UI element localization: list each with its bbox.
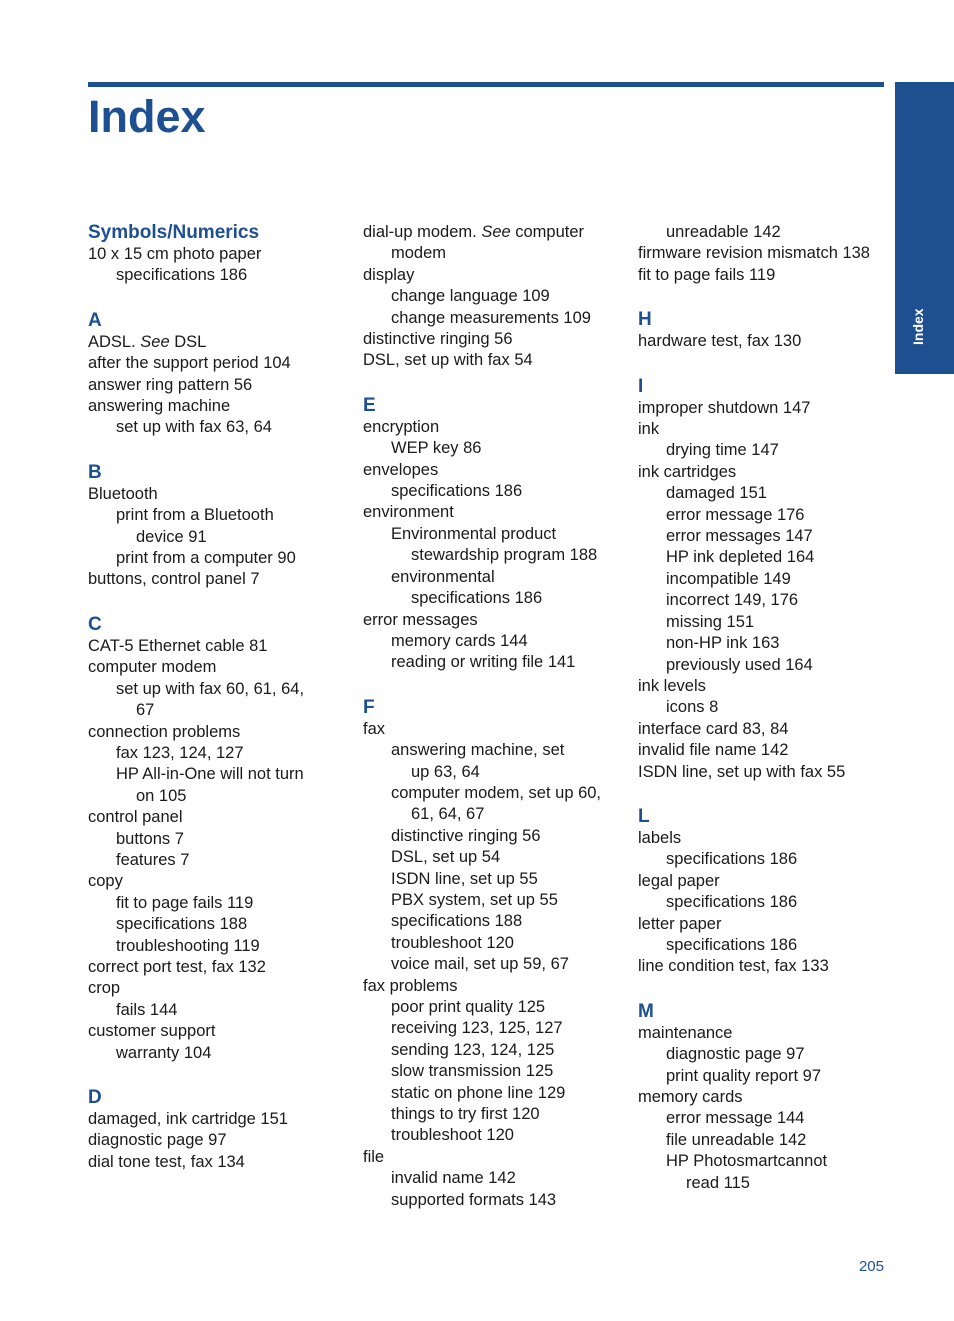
index-entry: 10 x 15 cm photo paper [88,245,262,263]
index-subentry: fails 144 [116,1000,178,1019]
index-entry [363,222,615,243]
index-subentry: warranty 104 [116,1043,212,1062]
index-entry: hardware test, fax 130 [638,332,802,351]
index-entry: correct port test, fax 132 [88,957,266,976]
header-rule [88,82,884,87]
index-entry-continuation: on 105 [136,786,187,805]
index-column-1 [88,222,338,1173]
index-letter-heading: B [88,461,102,483]
index-subentry: environmental [391,567,495,586]
index-subentry: file unreadable 142 [666,1130,807,1149]
index-entry: environment [363,503,454,522]
index-subentry: buttons 7 [116,829,184,848]
index-entry: labels [638,828,682,847]
index-subentry: static on phone line 129 [391,1083,566,1102]
index-subentry: features 7 [116,850,190,869]
index-letter-heading: H [638,309,652,331]
index-entry: memory cards [638,1088,743,1106]
index-subentry: troubleshoot 120 [391,1126,514,1145]
index-entry: ink [638,420,660,439]
index-entry: line condition test, fax 133 [638,957,829,976]
index-subentry: slow transmission 125 [391,1062,554,1081]
index-subentry: previously used 164 [666,655,813,674]
index-subentry: specifications 188 [116,915,248,934]
index-subentry: Environmental product [391,524,557,543]
index-entry: diagnostic page 97 [88,1131,227,1150]
index-entry-continuation: stewardship program 188 [411,546,598,565]
index-entry-continuation: device 91 [136,527,207,546]
index-subentry: fit to page fails 119 [116,893,254,912]
index-subentry: troubleshooting 119 [116,936,260,955]
index-subentry: troubleshoot 120 [391,933,514,952]
index-subentry: change measurements 109 [391,308,591,327]
index-subentry: WEP key 86 [391,439,482,458]
see-target: computer [510,223,585,241]
index-subentry: set up with fax 63, 64 [116,418,272,437]
index-subentry: reading or writing file 141 [391,653,576,672]
index-entry: error messages [363,610,478,629]
page-title: Index [88,91,206,142]
index-entry-text: ADSL. [88,332,141,351]
index-entry: crop [88,979,121,998]
index-subentry: diagnostic page 97 [666,1045,805,1064]
index-entry: after the support period 104 [88,354,291,373]
index-entry: answer ring pattern 56 [88,375,253,394]
index-subentry: HP ink depleted 164 [666,548,815,567]
index-entry-continuation: specifications 186 [411,589,543,608]
index-letter-heading: L [638,805,650,827]
index-subentry: sending 123, 124, 125 [391,1040,555,1059]
index-entry: letter paper [638,914,722,933]
section-tab-label: Index [910,308,926,345]
index-subentry: ISDN line, set up 55 [391,869,538,888]
index-subentry: HP All-in-One will not turn [116,765,304,784]
index-entry: fax [363,719,386,738]
index-subentry: error message 144 [666,1109,805,1128]
index-entry: buttons, control panel 7 [88,570,260,589]
index-entry: legal paper [638,871,720,890]
index-subentry: supported formats 143 [391,1190,557,1209]
index-letter-heading: M [638,1000,654,1022]
index-entry: fax problems [363,976,458,995]
index-subentry: print from a computer 90 [116,549,296,568]
index-entry: interface card 83, 84 [638,719,789,738]
index-entry-text: dial-up modem. [363,223,482,241]
index-entry: CAT-5 Ethernet cable 81 [88,636,268,655]
index-entry: copy [88,872,123,891]
index-entry-continuation: read 115 [686,1173,750,1192]
index-entry-continuation: 61, 64, 67 [411,805,485,824]
index-subentry: specifications 188 [391,912,523,931]
index-entry [88,332,338,353]
see-target: DSL [169,332,207,351]
index-subentry: print quality report 97 [666,1066,822,1085]
index-letter-heading: A [88,309,102,331]
index-letter-heading: Symbols/Numerics [88,222,260,243]
index-letter-heading: I [638,375,644,397]
index-entry: damaged, ink cartridge 151 [88,1110,288,1128]
index-column-2 [363,222,615,1211]
index-entry: invalid file name 142 [638,741,789,760]
index-subentry: missing 151 [666,612,755,631]
index-subentry: answering machine, set [391,741,565,760]
index-subentry: print from a Bluetooth [116,506,274,525]
index-entry: encryption [363,417,440,436]
index-subentry: specifications 186 [116,266,248,285]
see-reference: See [481,223,511,241]
index-subentry: specifications 186 [666,893,798,912]
index-entry: display [363,265,415,284]
index-entry: file [363,1147,385,1166]
index-subentry: incompatible 149 [666,569,791,588]
index-subentry: error messages 147 [666,527,813,546]
index-letter-heading: E [363,394,376,416]
index-entry: envelopes [363,460,439,479]
index-subentry: icons 8 [666,698,719,717]
index-entry: firmware revision mismatch 138 [638,244,870,263]
index-subentry: specifications 186 [666,850,798,869]
index-subentry: voice mail, set up 59, 67 [391,955,569,974]
index-entry: improper shutdown 147 [638,398,811,417]
page-number: 205 [858,1258,884,1275]
index-entry: DSL, set up with fax 54 [363,351,533,370]
index-letter-heading: C [88,613,102,635]
see-reference: See [140,332,170,351]
index-subentry: memory cards 144 [391,631,528,650]
index-subentry: computer modem, set up 60, [391,783,602,802]
index-subentry: receiving 123, 125, 127 [391,1019,563,1038]
index-letter-heading: D [88,1087,102,1108]
index-subentry: error message 176 [666,505,805,524]
index-entry-continuation: 67 [136,701,155,720]
index-entry: computer modem [88,658,217,677]
index-subentry: change language 109 [391,287,550,306]
index-entry: customer support [88,1022,216,1041]
index-subentry: unreadable 142 [666,223,781,241]
index-subentry: things to try first 120 [391,1105,540,1124]
index-subentry: damaged 151 [666,484,767,503]
index-subentry: poor print quality 125 [391,998,546,1016]
index-entry: ink cartridges [638,462,737,481]
index-subentry: DSL, set up 54 [391,848,501,867]
index-subentry: specifications 186 [666,935,798,954]
index-entry: answering machine [88,397,231,416]
index-subentry: drying time 147 [666,441,779,460]
index-subentry: non-HP ink 163 [666,634,780,653]
index-subentry: set up with fax 60, 61, 64, [116,679,305,698]
index-subentry: modem [391,244,447,263]
index-entry-continuation: up 63, 64 [411,762,480,781]
index-entry: maintenance [638,1023,733,1042]
index-entry: Bluetooth [88,484,158,503]
index-subentry: incorrect 149, 176 [666,591,799,610]
index-entry: fit to page fails 119 [638,265,776,284]
index-letter-heading: F [363,696,375,718]
index-subentry: invalid name 142 [391,1169,516,1188]
index-entry: dial tone test, fax 134 [88,1152,245,1171]
index-entry: ink levels [638,676,706,695]
index-subentry: HP Photosmartcannot [666,1152,828,1171]
index-entry: control panel [88,808,183,827]
index-entry: connection problems [88,722,241,741]
index-column-3 [638,222,890,1194]
index-entry: distinctive ringing 56 [363,330,513,349]
index-entry: ISDN line, set up with fax 55 [638,762,846,781]
index-subentry: fax 123, 124, 127 [116,743,244,762]
index-subentry: PBX system, set up 55 [391,890,558,909]
index-subentry: distinctive ringing 56 [391,826,541,845]
index-subentry: specifications 186 [391,482,523,501]
